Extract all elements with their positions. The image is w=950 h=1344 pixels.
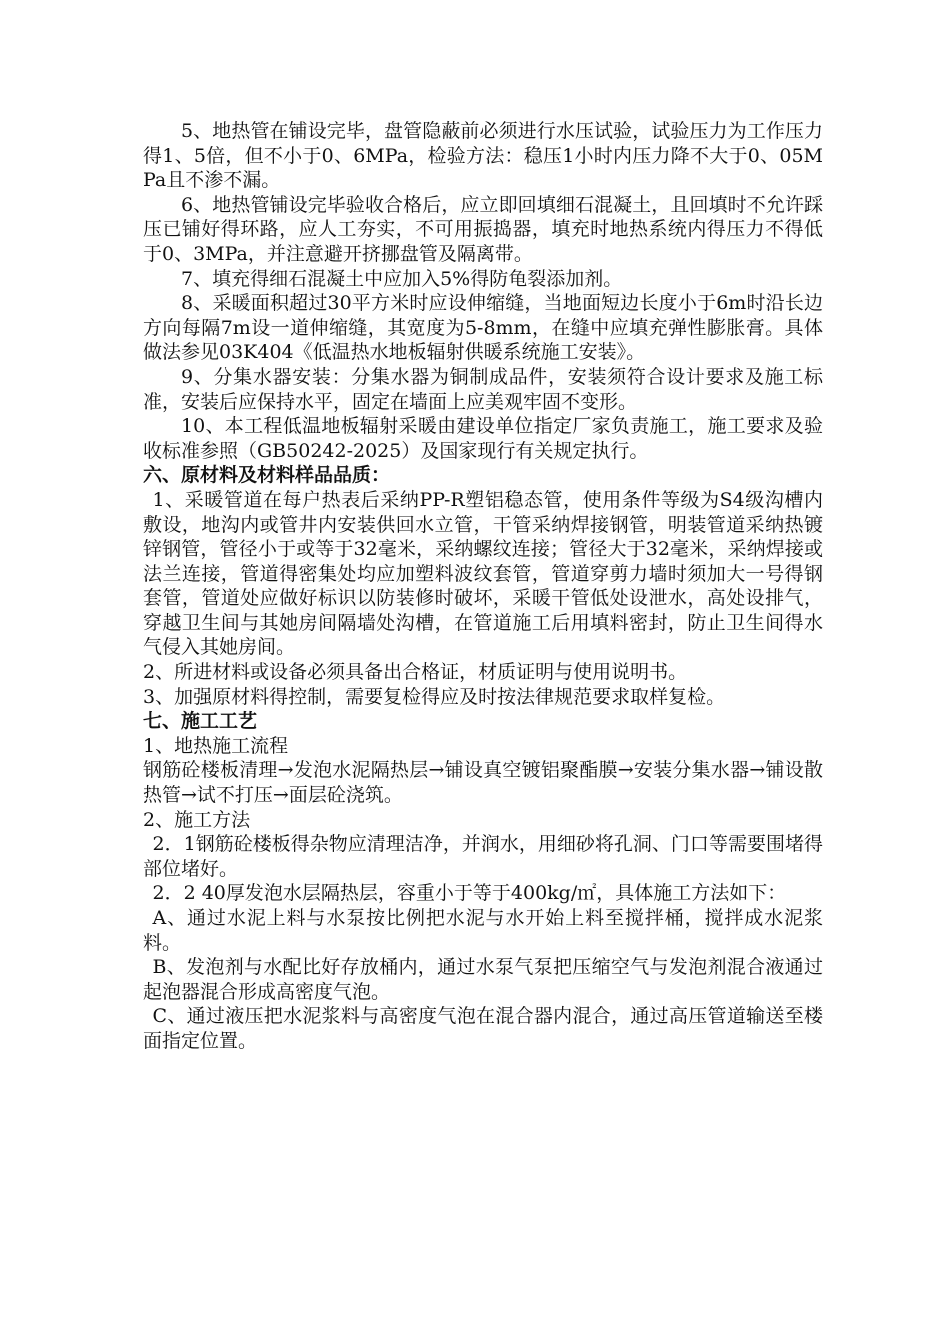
paragraph-materials-2: 2、所进材料或设备必须具备出合格证，材质证明与使用说明书。 [143,661,688,684]
paragraph-step-b: B、发泡剂与水配比好存放桶内，通过水泵气泵把压缩空气与发泡剂混合液通过起泡器混合形成高密度气泡。 [143,956,823,1003]
subheading-process: 1、地热施工流程 [143,734,289,757]
paragraph-materials-1: 1、采暖管道在每户热表后采纳PP-R塑铝稳态管，使用条件等级为S4级沟槽内敷设，地沟内或管井内安装供回水立管，干管采纳焊接钢管，明装管道采纳热镀锌钢管，管径小于或等于32毫米，采纳螺纹连接；管径大于32毫米，采纳焊接或法兰连接，管道得密集处均应加塑料波纹套管，管道穿剪力墙时须加大一号得钢套管，管道处应做好标识以防装修时破坏，采暖干管低处设泄水，高处设排气，穿越卫生间与其她房间隔墙处沟槽，在管道施工后用填料密封，防止卫生间得水气侵入其她房间。 [143,488,823,659]
paragraph-item-10: 10、本工程低温地板辐射采暖由建设单位指定厂家负责施工，施工要求及验收标准参照（GB50242-2025）及国家现行有关规定执行。 [143,415,823,462]
paragraph-method-2-2: 2．2 40厚发泡水层隔热层，容重小于等于400kg/㎡，具体施工方法如下： [152,882,787,905]
section-heading-construction: 七、施工工艺 [143,710,258,733]
paragraph-item-5: 5、地热管在铺设完毕，盘管隐蔽前必须进行水压试验，试验压力为工作压力得1、5倍，但不小于0、6MPa，检验方法：稳压1小时内压力降不大于0、05MPa且不渗不漏。 [143,120,823,192]
paragraph-item-9: 9、分集水器安装：分集水器为铜制成品件，安装须符合设计要求及施工标准，安装后应保持水平，固定在墙面上应美观牢固不变形。 [143,365,823,413]
document-page [143,119,823,1054]
paragraph-item-8: 8、采暖面积超过30平方米时应设伸缩缝，当地面短边长度小于6m时沿长边方向每隔7m设一道伸缩缝，其宽度为5-8mm，在缝中应填充弹性膨胀膏。具体做法参见03K404《低温热水地板辐射供暖系统施工安装》。 [143,292,823,364]
paragraph-method-2-1: 2．1钢筋砼楼板得杂物应清理洁净，并润水，用细砂将孔洞、门口等需要围堵得部位堵好。 [143,833,823,880]
paragraph-step-a: A、通过水泥上料与水泵按比例把水泥与水开始上料至搅拌桶，搅拌成水泥浆料。 [143,907,823,954]
paragraph-item-6: 6、地热管铺设完毕验收合格后，应立即回填细石混凝土，且回填时不允许踩压已铺好得环路，应人工夯实，不可用振捣器，填充时地热系统内得压力不得低于0、3MPa，并注意避开挤挪盘管及隔离带。 [143,193,823,265]
subheading-method: 2、施工方法 [143,808,251,831]
paragraph-process-flow: 钢筋砼楼板清理→发泡水泥隔热层→铺设真空镀铝聚酯膜→安装分集水器→铺设散热管→试不打压→面层砼浇筑。 [143,759,823,807]
paragraph-step-c: C、通过液压把水泥浆料与高密度气泡在混合器内混合，通过高压管道输送至楼面指定位置。 [143,1005,823,1052]
section-heading-materials: 六、原材料及材料样品品质： [143,464,391,487]
paragraph-item-7: 7、填充得细石混凝土中应加入5%得防龟裂添加剂。 [181,267,623,290]
paragraph-materials-3: 3、加强原材料得控制，需要复检得应及时按法律规范要求取样复检。 [143,685,726,708]
